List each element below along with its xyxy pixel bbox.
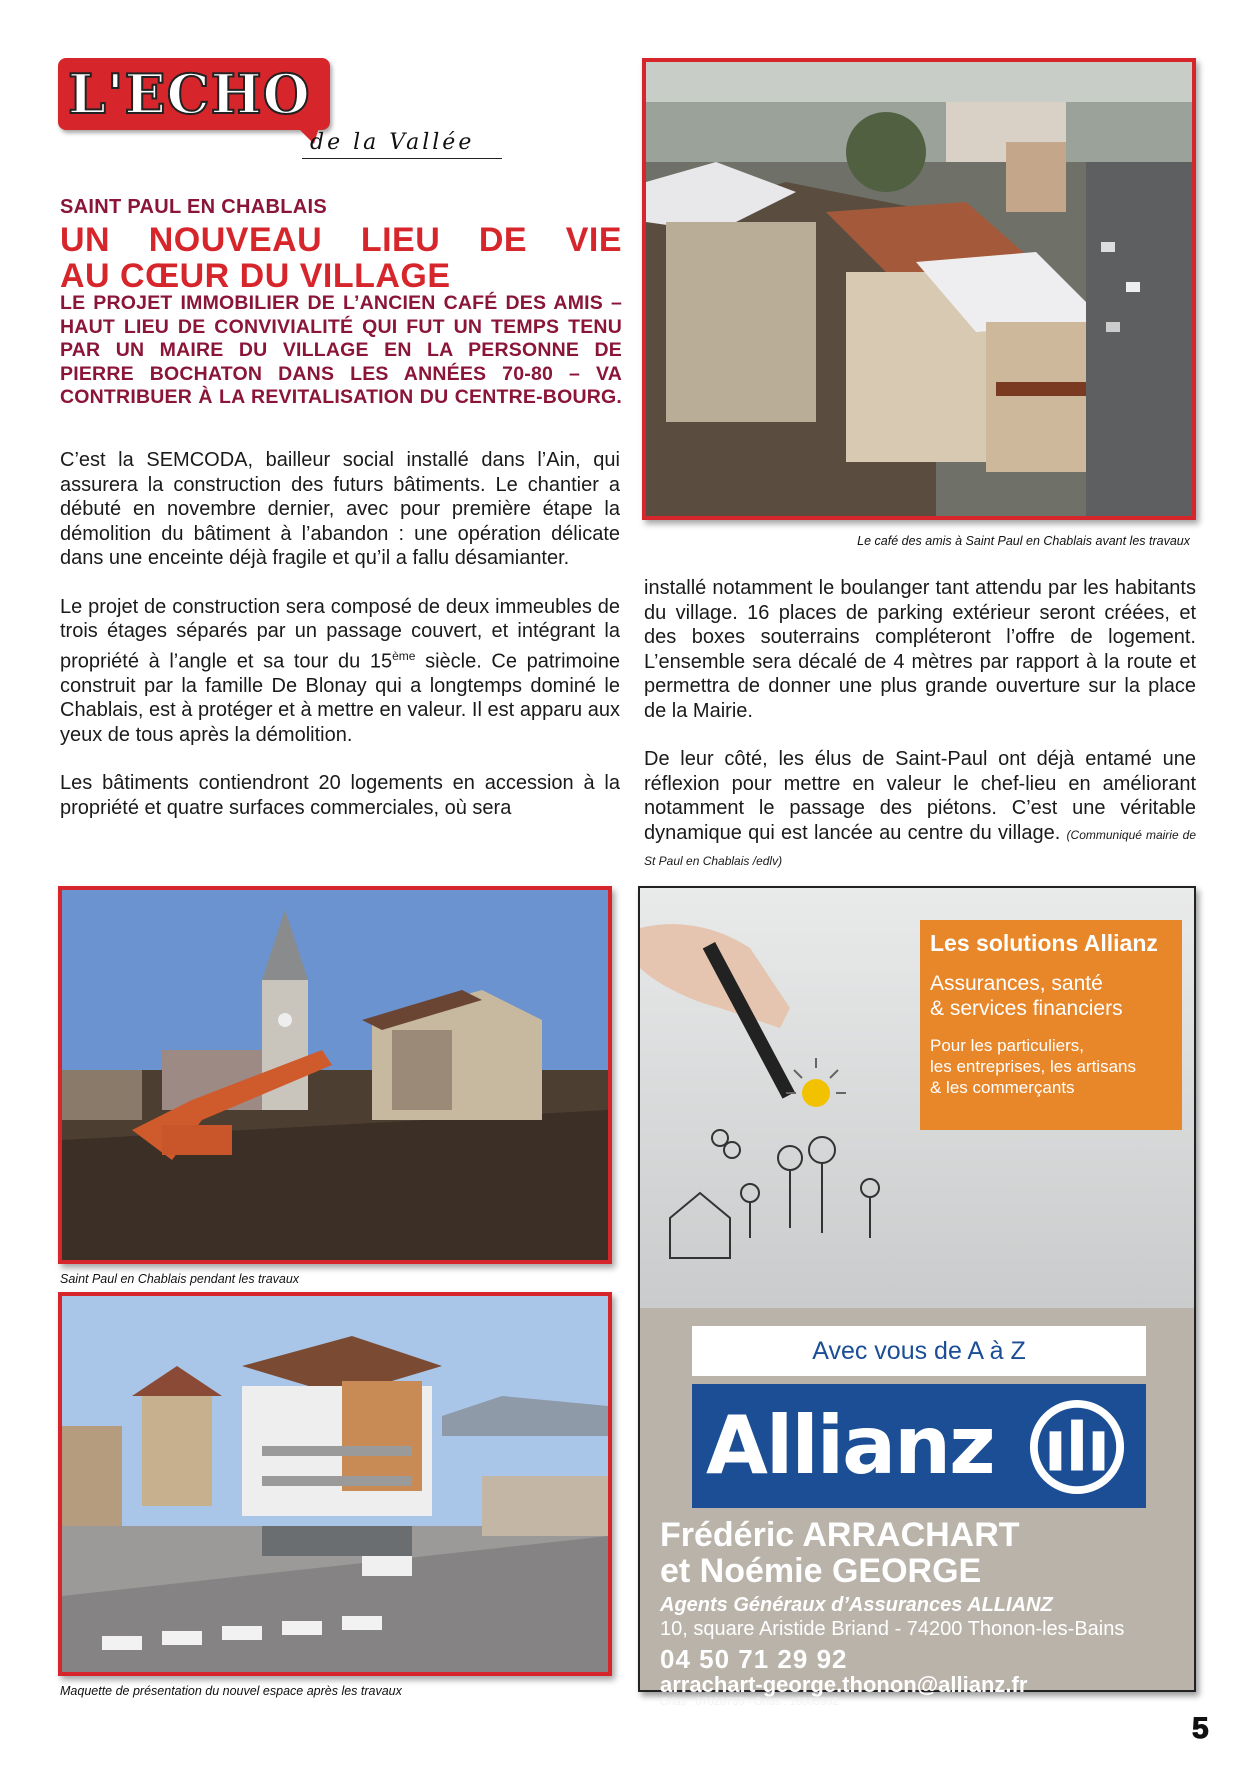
paragraph-text: Le projet de construction sera composé de deux immeubles de trois étages séparés par un passage couvert, et intégrant la propriété à l’angle et sa tour du 15	[60, 595, 620, 673]
article-lede: LE PROJET IMMOBILIER DE L’ANCIEN CAFÉ DES AMIS – HAUT LIEU DE CONVIVIALITÉ QUI FUT UN TEMPS TENU PAR UN MAIRE DU VILLAGE EN LA PERSONNE DE PIERRE BOCHATON DANS LES ANNÉES 70-80 – VA CONTRIBUER À LA REVITALISATION DU CENTRE-BOURG.	[60, 292, 622, 408]
agent-role: Agents Généraux d’Assurances ALLIANZ	[660, 1594, 1053, 1616]
ad-orange-panel	[920, 920, 1182, 1130]
ad-audience-2: les entreprises, les artisans	[930, 1057, 1136, 1076]
logo-subtitle: de la Vallée	[310, 130, 475, 155]
caption-model: Maquette de présentation du nouvel espace après les travaux	[60, 1684, 402, 1698]
ad-illustration-area	[640, 888, 1194, 1308]
agent-address: 10, square Aristide Briand - 74200 Thonon-les-Bains	[660, 1618, 1125, 1640]
allianz-advertisement	[638, 886, 1196, 1708]
article-headline	[60, 222, 622, 294]
logo-word: L'ECHO	[68, 62, 311, 126]
ad-tagline: Avec vous de A à Z	[692, 1326, 1146, 1376]
article-credit: (Communiqué mairie de St Paul en Chablais /edlv)	[644, 827, 1196, 868]
paragraph: installé notamment le boulanger tant attendu par les habitants du village. 16 places de parking extérieur seront créées, et des boxes souterrains compléteront l’offre de logement. L’ensemble sera décalé de 4 mètres par rapport à la route et permettra de donner une plus grande ouverture sur la place de la Mairie.	[644, 577, 1196, 722]
article-column-1	[60, 448, 620, 844]
masthead-logo	[58, 58, 498, 158]
photo-works	[58, 886, 612, 1264]
agent-name-2: et Noémie GEORGE	[660, 1552, 982, 1590]
agent-email: arrachart-george.thonon@allianz.fr	[660, 1672, 1028, 1697]
article-column-2	[644, 576, 1196, 898]
allianz-eagle-logo-icon	[1028, 1398, 1126, 1496]
ad-offer-line-1: Assurances, santé	[930, 972, 1103, 995]
paragraph-text: De leur côté, les élus de Saint-Paul ont déjà entamé une réflexion pour mettre en valeur le chef-lieu en améliorant notamment le passage des piétons. C’est une véritable dynamique qui est lancée au centre du village.	[644, 748, 1196, 844]
superscript: ème	[392, 648, 416, 663]
paragraph: Les bâtiments contiendront 20 logements en accession à la propriété et quatre surfaces commerciales, où sera	[60, 772, 620, 819]
caption-works: Saint Paul en Chablais pendant les travaux	[60, 1272, 300, 1286]
ad-title: Les solutions Allianz	[930, 930, 1158, 956]
caption-cafe: Le café des amis à Saint Paul en Chablais avant les travaux	[857, 534, 1190, 548]
headline-line-2: AU CŒUR DU VILLAGE	[60, 257, 451, 295]
headline-line-1: UN NOUVEAU LIEU DE VIE	[60, 221, 622, 259]
agent-phone: 04 50 71 29 92	[660, 1644, 848, 1674]
photo-cafe-before	[642, 58, 1196, 520]
paragraph	[60, 595, 620, 748]
paragraph	[644, 747, 1196, 874]
photo-model-illustration	[62, 1296, 608, 1672]
ad-family-drawing	[640, 888, 920, 1308]
logo-underline	[302, 158, 502, 159]
paragraph: C’est la SEMCODA, bailleur social installé dans l’Ain, qui assurera la construction des futurs bâtiments. Le chantier a débuté en novembre dernier, avec pour première étape la démolition du bâtiment à l’abandon : une opération délicate dans une enceinte déjà fragile et qu’il a fallu désamianter.	[60, 449, 620, 569]
paragraph-text: siècle. Ce patrimoine construit par la famille De Blonay qui a longtemps dominé le Chablais, est à protéger et à mettre en valeur. Il est apparu aux yeux de tous après la démolition.	[60, 650, 620, 746]
ad-brand-banner	[692, 1384, 1146, 1508]
photo-model	[58, 1292, 612, 1676]
agent-name-1: Frédéric ARRACHART	[660, 1516, 1020, 1554]
ad-audience-1: Pour les particuliers,	[930, 1036, 1085, 1055]
article-kicker: SAINT PAUL EN CHABLAIS	[60, 196, 327, 218]
page-number: 5	[1192, 1712, 1209, 1745]
agent-orias: Orias : 07020735 - Orias : 16005992	[660, 1696, 839, 1708]
ad-offer-line-2: & services financiers	[930, 997, 1123, 1020]
photo-works-illustration	[62, 890, 608, 1260]
photo-cafe-illustration	[646, 62, 1192, 516]
ad-brand-name: Allianz	[706, 1399, 994, 1492]
ad-audience-3: & les commerçants	[930, 1078, 1075, 1097]
